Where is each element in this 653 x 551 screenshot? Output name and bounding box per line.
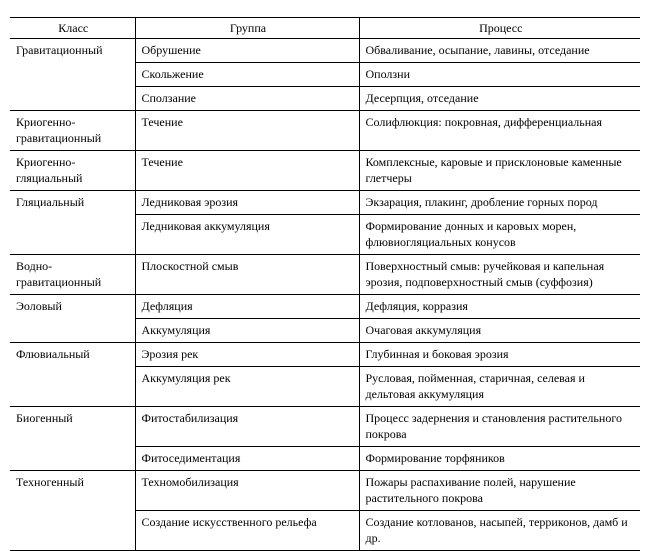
- table-row: [10, 215, 640, 255]
- class-cell: Эоловый: [10, 295, 135, 319]
- landform-process-table: [10, 17, 640, 551]
- process-cell: Поверхностный смыв: ручейковая и капельная эрозия, подповерхностный смыв (суффозия): [359, 255, 640, 295]
- class-cell: Флювиальный: [10, 343, 135, 367]
- process-cell: Солифлюкция: покровная, дифференциальная: [359, 111, 640, 151]
- class-cell: Гляциальный: [10, 191, 135, 215]
- table-row: [10, 295, 640, 319]
- table-row: [10, 471, 640, 511]
- process-cell: Пожары распахивание полей, нарушение растительного покрова: [359, 471, 640, 511]
- table-row: [10, 447, 640, 471]
- class-cell: [10, 447, 135, 471]
- landform-process-table-container: [10, 17, 640, 551]
- table-row: [10, 511, 640, 551]
- group-cell: Фитостабилизация: [135, 407, 359, 447]
- group-cell: Скольжение: [135, 63, 359, 87]
- group-cell: Эрозия рек: [135, 343, 359, 367]
- process-cell: Создание котлованов, насыпей, терриконов, дамб и др.: [359, 511, 640, 551]
- group-cell: Плоскостной смыв: [135, 255, 359, 295]
- table-row: [10, 39, 640, 63]
- class-cell: [10, 215, 135, 255]
- process-cell: Очаговая аккумуляция: [359, 319, 640, 343]
- group-cell: Ледниковая эрозия: [135, 191, 359, 215]
- class-cell: Криогенно-гляциальный: [10, 151, 135, 191]
- group-cell: Фитоседиментация: [135, 447, 359, 471]
- process-cell: Русловая, пойменная, старичная, селевая и дельтовая аккумуляция: [359, 367, 640, 407]
- table-row: [10, 319, 640, 343]
- table-row: [10, 111, 640, 151]
- process-cell: Формирование донных и каровых морен, флювиогляциальных конусов: [359, 215, 640, 255]
- group-cell: Течение: [135, 111, 359, 151]
- process-cell: Глубинная и боковая эрозия: [359, 343, 640, 367]
- header-class: Класс: [10, 18, 135, 39]
- group-cell: Техномобилизация: [135, 471, 359, 511]
- group-cell: Сползание: [135, 87, 359, 111]
- process-cell: Дефляция, корразия: [359, 295, 640, 319]
- group-cell: Дефляция: [135, 295, 359, 319]
- process-cell: Комплексные, каровые и присклоновые каменные глетчеры: [359, 151, 640, 191]
- group-cell: Создание искусственного рельефа: [135, 511, 359, 551]
- class-cell: Техногенный: [10, 471, 135, 511]
- group-cell: Течение: [135, 151, 359, 191]
- class-cell: [10, 87, 135, 111]
- class-cell: [10, 63, 135, 87]
- table-header-row: [10, 18, 640, 39]
- table-row: [10, 407, 640, 447]
- class-cell: [10, 319, 135, 343]
- process-cell: Процесс задернения и становления растительного покрова: [359, 407, 640, 447]
- header-process: Процесс: [359, 18, 640, 39]
- table-row: [10, 191, 640, 215]
- class-cell: Биогенный: [10, 407, 135, 447]
- process-cell: Десерпция, отседание: [359, 87, 640, 111]
- class-cell: Криогенно-гравитационный: [10, 111, 135, 151]
- table-row: [10, 63, 640, 87]
- process-cell: Формирование торфяников: [359, 447, 640, 471]
- table-row: [10, 87, 640, 111]
- class-cell: Водно-гравитационный: [10, 255, 135, 295]
- group-cell: Аккумуляция: [135, 319, 359, 343]
- process-cell: Обваливание, осыпание, лавины, отседание: [359, 39, 640, 63]
- group-cell: Обрушение: [135, 39, 359, 63]
- process-cell: Оползни: [359, 63, 640, 87]
- table-row: [10, 151, 640, 191]
- table-body: [10, 39, 640, 551]
- table-row: [10, 367, 640, 407]
- group-cell: Ледниковая аккумуляция: [135, 215, 359, 255]
- table-row: [10, 343, 640, 367]
- class-cell: Гравитационный: [10, 39, 135, 63]
- group-cell: Аккумуляция рек: [135, 367, 359, 407]
- class-cell: [10, 367, 135, 407]
- table-row: [10, 255, 640, 295]
- process-cell: Экзарация, плакинг, дробление горных пород: [359, 191, 640, 215]
- class-cell: [10, 511, 135, 551]
- header-group: Группа: [135, 18, 359, 39]
